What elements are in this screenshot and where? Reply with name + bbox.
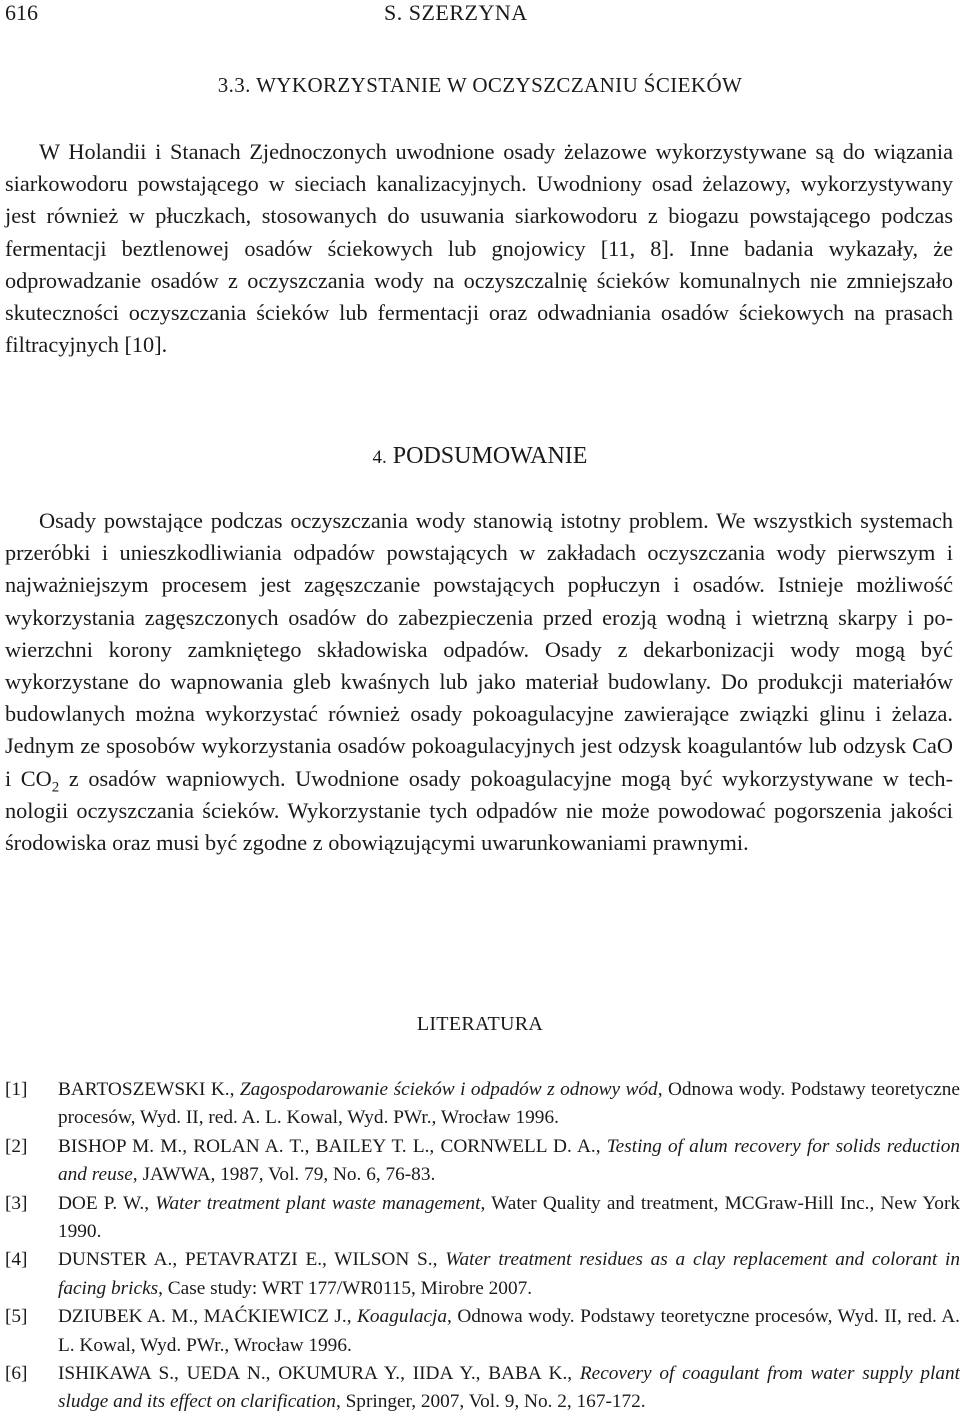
section-heading-3-3: 3.3. WYKORZYSTANIE W OCZYSZCZANIU ŚCIEKÓW bbox=[217, 73, 743, 97]
section-number: 4. bbox=[372, 447, 387, 468]
reference-details: , Water Quality and treatment, MCGraw-Hill Inc., New York 1990. bbox=[58, 1192, 960, 1243]
reference-details: , JAWWA, 1987, Vol. 79, No. 6, 76-83. bbox=[132, 1164, 436, 1186]
reference-item bbox=[5, 1303, 960, 1360]
reference-body bbox=[58, 1133, 960, 1190]
section-heading-4 bbox=[0, 443, 960, 470]
reference-authors: BARTOSZEWSKI K., bbox=[58, 1079, 240, 1100]
section-title: PODSUMOWANIE bbox=[392, 443, 588, 469]
running-head: S. SZERZYNA bbox=[384, 0, 528, 25]
page-number: 616 bbox=[5, 0, 38, 25]
reference-body bbox=[58, 1246, 960, 1303]
reference-item bbox=[5, 1190, 960, 1247]
reference-title: Water treatment residues as a clay replacement and colorant in facing bricks bbox=[58, 1249, 960, 1299]
reference-number: [2] bbox=[5, 1135, 28, 1157]
reference-number: [4] bbox=[5, 1249, 28, 1271]
reference-details: , Springer, 2007, Vol. 9, No. 2, 167-172. bbox=[335, 1391, 646, 1413]
reference-details: , Odnowa wody. Podstawy teoretyczne procesów, Wyd. II, red. A. L. Kowal, Wyd. PWr., Wrocław 1996. bbox=[58, 1079, 960, 1129]
reference-body bbox=[58, 1076, 960, 1133]
reference-number: [5] bbox=[5, 1306, 28, 1328]
reference-number: [6] bbox=[5, 1363, 28, 1385]
reference-number: [1] bbox=[5, 1079, 28, 1100]
page-header bbox=[0, 0, 960, 30]
references-heading: LITERATURA bbox=[416, 1013, 544, 1035]
reference-title: Testing of alum recovery for solids reduction and reuse bbox=[58, 1135, 960, 1186]
reference-details: , Case study: WRT 177/WR0115, Mirobre 2007. bbox=[158, 1277, 533, 1299]
reference-title: Koagulacja bbox=[357, 1306, 448, 1328]
reference-item bbox=[5, 1360, 960, 1417]
reference-item bbox=[5, 1133, 960, 1190]
reference-authors: DUNSTER A., PETAVRATZI E., WILSON S., bbox=[58, 1249, 446, 1271]
reference-body bbox=[58, 1190, 960, 1247]
summary-text-part-2: z osadów wapniowych. Uwodnione osady pokoagulacyjne mogą być wykorzystywane w technologii oczyszczania ścieków. Wykorzystanie tych odpadów nie może powodować pogorszenia jakości środowiska oraz musi być zgodne z obowiązującymi uwarunkowaniami prawnymi. bbox=[5, 765, 953, 856]
reference-authors: DOE P. W., bbox=[58, 1192, 156, 1214]
summary-text-part-1: Osady powstające podczas oczyszczania wody stanowią istotny problem. We wszystkich systemach przeróbki i unieszkodliwiania odpadów powstających w zakładach oczyszczania wody pierwszym i najważniejszym procesem jest zagęszczanie powstających popłuczyn i osadów. Istnieje możliwość wykorzystania zagęszczonych osadów do zabezpieczenia przed erozją wodną i wietrzną skarpy i powierzchni korony zamkniętego składowiska odpadów. Osady z dekarbonizacji wody mogą być wykorzystane do wapnowania gleb kwaśnych lub jako materiał budowlany. Do produkcji materiałów budowlanych można wykorzystać również osady pokoagulacyjne zawierające związki glinu i żelaza. Jednym ze sposobów wykorzystania osadów pokoagulacyjnych jest odzysk koagulantów lub odzysk CaO i CO bbox=[5, 508, 953, 791]
reference-authors: ISHIKAWA S., UEDA N., OKUMURA Y., IIDA Y., BABA K., bbox=[58, 1363, 580, 1385]
reference-title: Water treatment plant waste management bbox=[155, 1192, 481, 1214]
reference-body bbox=[58, 1360, 960, 1417]
reference-authors: DZIUBEK A. M., MAĆKIEWICZ J., bbox=[58, 1306, 358, 1328]
reference-details: , Odnowa wody. Podstawy teoretyczne procesów, Wyd. II, red. A. L. Kowal, Wyd. PWr., Wrocław 1996. bbox=[58, 1306, 960, 1356]
summary-paragraph bbox=[5, 505, 953, 859]
section-3-3-paragraph bbox=[5, 136, 953, 361]
reference-title: Recovery of coagulant from water supply plant sludge and its effect on clarification bbox=[58, 1363, 960, 1413]
reference-title: Zagospodarowanie ścieków i odpadów z odnowy wód bbox=[239, 1079, 658, 1100]
references-list bbox=[5, 1076, 960, 1417]
reference-authors: BISHOP M. M., ROLAN A. T., BAILEY T. L., CORNWELL D. A., bbox=[58, 1135, 607, 1157]
reference-number: [3] bbox=[5, 1192, 28, 1214]
reference-body bbox=[58, 1303, 960, 1360]
section-3-3-text: W Holandii i Stanach Zjednoczonych uwodnione osady żelazowe wykorzystywane są do wiązania siarkowodoru powstającego w sieciach kanalizacyjnych. Uwodniony osad żelazowy, wykorzystywany jest również w płuczkach, stosowanych do usuwania siarkowodoru z biogazu powstającego podczas fermentacji beztlenowej osadów ściekowych lub gnojowicy [11, 8]. Inne badania wykazały, że odprowadzanie osadów z oczyszczania wody na oczyszczalnię ścieków komunalnych nie zmniejszało skuteczności oczyszczania ścieków lub fermentacji oraz odwadniania osadów ściekowych na prasach filtracyjnych [10]. bbox=[5, 139, 953, 358]
reference-item bbox=[5, 1246, 960, 1303]
reference-item bbox=[5, 1076, 960, 1133]
co2-subscript: 2 bbox=[51, 779, 60, 796]
